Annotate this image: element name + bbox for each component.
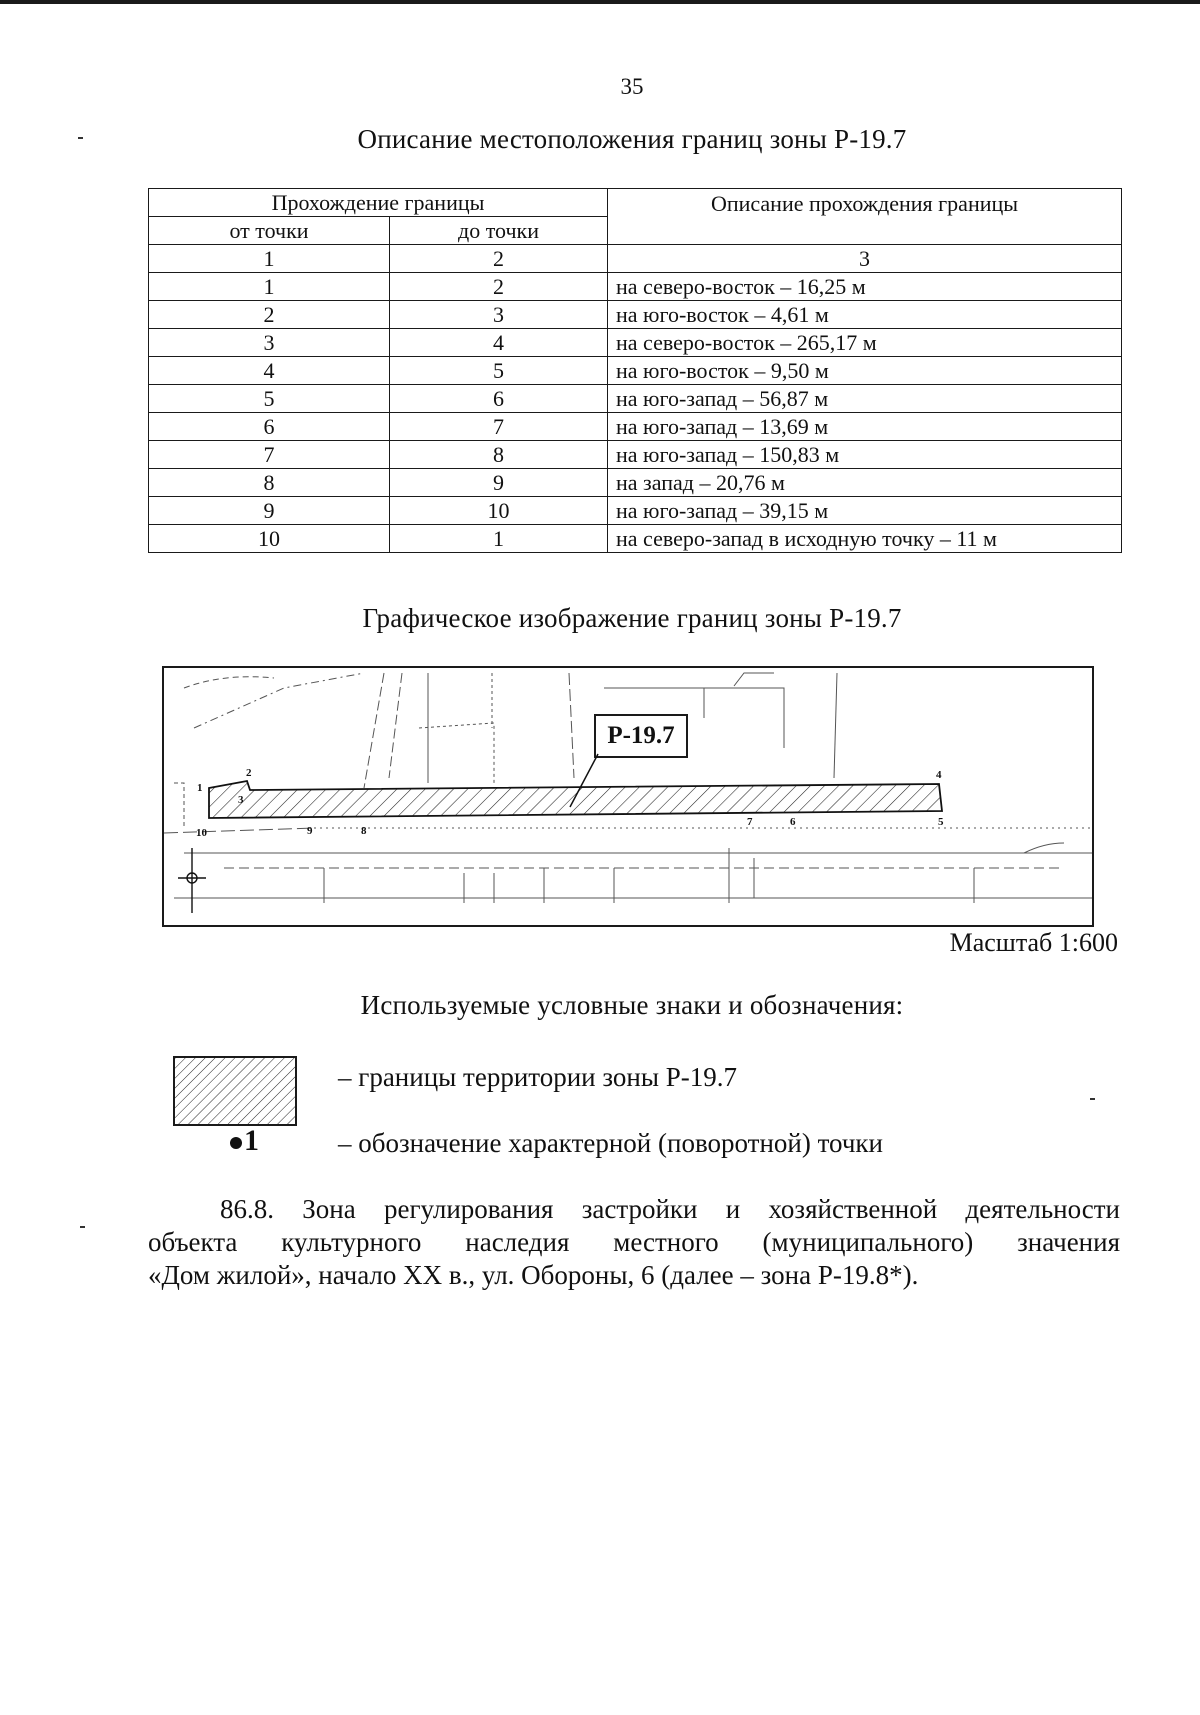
to-point-cell: 6	[390, 385, 608, 413]
paragraph-line: «Дом жилой», начало XX в., ул. Обороны, 6 (далее – зона Р-19.8*).	[148, 1260, 919, 1290]
map-point-label: 3	[238, 794, 244, 806]
from-point-cell: 8	[149, 469, 390, 497]
map-point-label: 7	[747, 816, 753, 828]
scan-speck	[80, 1226, 85, 1228]
to-point-cell: 9	[390, 469, 608, 497]
description-cell: на юго-восток – 4,61 м	[608, 301, 1122, 329]
table-row	[149, 413, 1122, 441]
paragraph-line: объекта культурного наследия местного (муниципального) значения	[148, 1227, 1120, 1257]
to-point-cell: 7	[390, 413, 608, 441]
description-cell: на юго-запад – 150,83 м	[608, 441, 1122, 469]
north-arrow	[178, 848, 206, 913]
from-point-cell: 9	[149, 497, 390, 525]
to-point-cell: 2	[390, 273, 608, 301]
column-number: 2	[390, 245, 608, 273]
scan-speck	[1090, 1098, 1095, 1100]
description-cell: на юго-запад – 56,87 м	[608, 385, 1122, 413]
boundary-table	[148, 188, 1122, 553]
table-row	[149, 469, 1122, 497]
table-row	[149, 301, 1122, 329]
description-cell: на юго-запад – 39,15 м	[608, 497, 1122, 525]
map-point-label: 9	[307, 825, 313, 837]
from-point-cell: 1	[149, 273, 390, 301]
description-cell: на юго-запад – 13,69 м	[608, 413, 1122, 441]
zone-boundary	[209, 781, 942, 818]
table-row	[149, 273, 1122, 301]
legend-point-symbol	[230, 1124, 259, 1158]
table-row	[149, 385, 1122, 413]
legend-title: Используемые условные знаки и обозначения:	[360, 990, 904, 1020]
to-point-cell: 1	[390, 525, 608, 553]
legend-hatch-swatch	[173, 1056, 297, 1126]
from-point-cell: 2	[149, 301, 390, 329]
column-number: 3	[608, 245, 1122, 273]
description-cell: на северо-восток – 16,25 м	[608, 273, 1122, 301]
legend-point-number: 1	[244, 1124, 259, 1157]
boundary-group-header: Прохождение границы	[149, 189, 608, 217]
description-cell: на северо-восток – 265,17 м	[608, 329, 1122, 357]
from-point-cell: 5	[149, 385, 390, 413]
graphic-title: Графическое изображение границ зоны Р-19.7	[362, 603, 902, 633]
description-cell: на юго-восток – 9,50 м	[608, 357, 1122, 385]
map-point-label: 6	[790, 816, 796, 828]
map-point-label: 4	[936, 769, 942, 781]
from-point-cell: 7	[149, 441, 390, 469]
to-point-cell: 4	[390, 329, 608, 357]
map-point-label: 1	[197, 782, 203, 794]
description-title: Описание местоположения границ зоны Р-19.7	[357, 124, 907, 154]
map-scale: Масштаб 1:600	[949, 928, 1118, 957]
from-point-cell: 3	[149, 329, 390, 357]
description-header: Описание прохождения границы	[608, 189, 1122, 245]
page-number: 35	[620, 74, 644, 99]
to-point-header: до точки	[390, 217, 608, 245]
from-point-cell: 4	[149, 357, 390, 385]
table-row	[149, 441, 1122, 469]
from-point-header: от точки	[149, 217, 390, 245]
column-numbering-row	[149, 245, 1122, 273]
table-row	[149, 329, 1122, 357]
from-point-cell: 10	[149, 525, 390, 553]
table-row	[149, 525, 1122, 553]
map-point-label: 8	[361, 825, 367, 837]
table-header-row	[149, 189, 1122, 217]
paragraph-86-8	[148, 1193, 1120, 1292]
hatch-swatch-icon	[175, 1058, 295, 1124]
zone-map-drawing	[164, 668, 1092, 925]
legend-point-text: – обозначение характерной (поворотной) точки	[338, 1128, 883, 1158]
to-point-cell: 10	[390, 497, 608, 525]
map-point-label: 2	[246, 767, 252, 779]
to-point-cell: 3	[390, 301, 608, 329]
description-cell: на запад – 20,76 м	[608, 469, 1122, 497]
point-dot-icon	[230, 1137, 242, 1149]
from-point-cell: 6	[149, 413, 390, 441]
to-point-cell: 5	[390, 357, 608, 385]
description-cell: на северо-запад в исходную точку – 11 м	[608, 525, 1122, 553]
to-point-cell: 8	[390, 441, 608, 469]
zone-map	[162, 666, 1094, 927]
map-point-label: 10	[196, 827, 207, 839]
legend-zone-boundary-text: – границы территории зоны Р-19.7	[338, 1062, 737, 1092]
table-row	[149, 497, 1122, 525]
scan-speck	[78, 137, 83, 139]
table-row	[149, 357, 1122, 385]
paragraph-line: 86.8. Зона регулирования застройки и хозяйственной деятельности	[220, 1194, 1120, 1224]
page-top-edge	[0, 0, 1200, 4]
column-number: 1	[149, 245, 390, 273]
map-point-label: 5	[938, 816, 944, 828]
zone-label-box: Р-19.7	[594, 714, 688, 758]
